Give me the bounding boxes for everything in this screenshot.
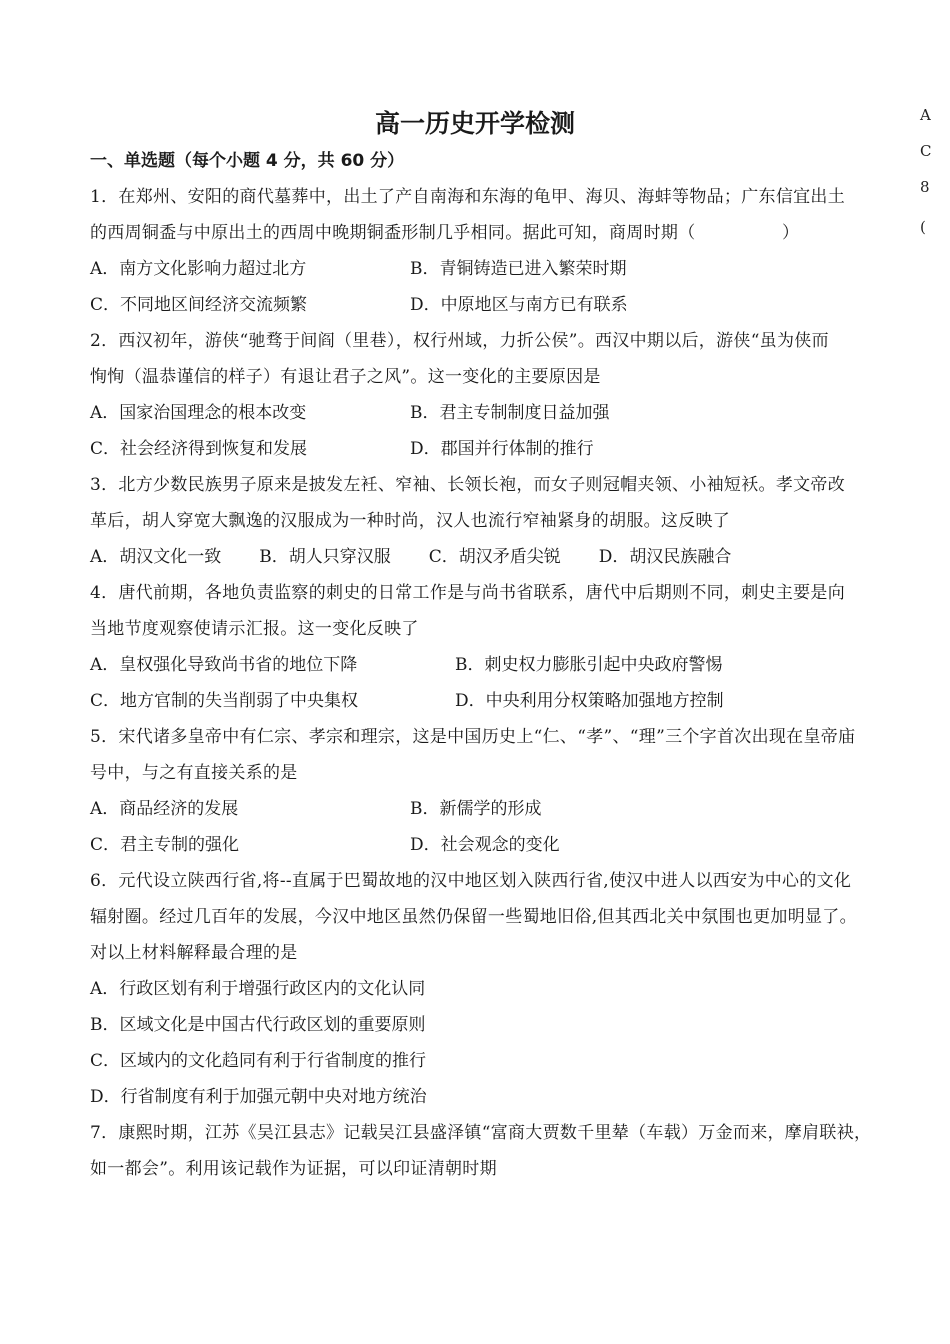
option-d[interactable]: D．社会观念的变化 — [410, 835, 560, 855]
option-a[interactable]: A．南方文化影响力超过北方 — [90, 259, 307, 279]
question-text: 6．元代设立陕西行省,将--直属于巴蜀故地的汉中地区划入陕西行省,使汉中进人以西安为中心的文化 — [90, 871, 852, 891]
option-c[interactable]: C．社会经济得到恢复和发展 — [90, 439, 308, 459]
option-b[interactable]: B．区域文化是中国古代行政区划的重要原则 — [90, 1015, 426, 1035]
option-a[interactable]: A．国家治国理念的根本改变 — [90, 403, 307, 423]
option-d[interactable]: D．行省制度有利于加强元朝中央对地方统治 — [90, 1087, 427, 1107]
option-b[interactable]: B．刺史权力膨胀引起中央政府警惕 — [455, 655, 723, 675]
option-b[interactable]: B．君主专制制度日益加强 — [410, 403, 610, 423]
option-a[interactable]: A．商品经济的发展 — [90, 799, 239, 819]
question-text: 对以上材料解释最合理的是 — [90, 943, 298, 963]
section-heading: 一、单选题（每个小题 4 分，共 60 分） — [90, 151, 405, 171]
option-a[interactable]: A．皇权强化导致尚书省的地位下降 — [90, 655, 358, 675]
option-b[interactable]: B．青铜铸造已进入繁荣时期 — [410, 259, 627, 279]
question-text: 2．西汉初年，游侠“驰骛于间阎（里巷），权行州域，力折公侯”。西汉中期以后，游侠“虽为侠而 — [90, 331, 829, 351]
option-a[interactable]: A．胡汉文化一致 — [90, 547, 222, 567]
option-c[interactable]: C．君主专制的强化 — [90, 835, 240, 855]
option-b[interactable]: B．新儒学的形成 — [410, 799, 542, 819]
question-text: 如一都会”。利用该记载作为证据，可以印证清朝时期 — [90, 1159, 497, 1179]
margin-mark: ( — [920, 218, 926, 236]
question-text: 5．宋代诸多皇帝中有仁宗、孝宗和理宗，这是中国历史上“仁、“孝”、“理”三个字首次出现在皇帝庙 — [90, 727, 856, 747]
question-text: 的西周铜盉与中原出土的西周中晚期铜盉形制几乎相同。据此可知，商周时期（ ） — [90, 223, 800, 243]
option-c[interactable]: C．不同地区间经济交流频繁 — [90, 295, 308, 315]
margin-mark: 8 — [920, 178, 930, 196]
question-6 — [90, 863, 910, 1115]
page-title: 高一历史开学检测 — [374, 109, 575, 138]
question-text: 7．康熙时期，江苏《吴江县志》记载吴江县盛泽镇“富商大贾数千里辇（车载）万金而来，摩肩联袂， — [90, 1123, 872, 1143]
question-text: 4．唐代前期，各地负责监察的刺史的日常工作是与尚书省联系，唐代中后期则不同，刺史主要是向 — [90, 583, 846, 603]
question-7 — [90, 1115, 910, 1187]
question-2 — [90, 323, 910, 467]
question-text: 1．在郑州、安阳的商代墓葬中，出土了产自南海和东海的龟甲、海贝、海蚌等物品；广东信宜出土 — [90, 187, 846, 207]
option-c[interactable]: C．地方官制的失当削弱了中央集权 — [90, 691, 359, 711]
margin-mark: C — [920, 142, 932, 160]
question-1 — [90, 179, 910, 323]
question-text: 3．北方少数民族男子原来是披发左衽、窄袖、长领长袍，而女子则冠帽夹领、小袖短袄。孝文帝改 — [90, 475, 846, 495]
option-c[interactable]: C．区域内的文化趋同有利于行省制度的推行 — [90, 1051, 427, 1071]
option-c[interactable]: C．胡汉矛盾尖锐 — [428, 547, 561, 567]
option-d[interactable]: D．胡汉民族融合 — [598, 547, 732, 567]
option-d[interactable]: D．中央利用分权策略加强地方控制 — [455, 691, 724, 711]
margin-marks — [920, 108, 940, 256]
question-list — [90, 143, 910, 1187]
margin-mark: A — [920, 106, 931, 124]
question-text: 号中，与之有直接关系的是 — [90, 763, 298, 783]
option-d[interactable]: D．中原地区与南方已有联系 — [410, 295, 628, 315]
question-5 — [90, 719, 910, 863]
question-text: 恂恂（温恭谨信的样子）有退让君子之风”。这一变化的主要原因是 — [90, 367, 601, 387]
question-4 — [90, 575, 910, 719]
option-d[interactable]: D．郡国并行体制的推行 — [410, 439, 594, 459]
question-3 — [90, 467, 910, 575]
option-b[interactable]: B．胡人只穿汉服 — [259, 547, 391, 567]
question-text: 革后，胡人穿宽大飘逸的汉服成为一种时尚，汉人也流行窄袖紧身的胡服。这反映了 — [90, 511, 731, 531]
question-text: 当地节度观察使请示汇报。这一变化反映了 — [90, 619, 419, 639]
option-a[interactable]: A．行政区划有利于增强行政区内的文化认同 — [90, 979, 426, 999]
question-text: 辐射圈。经过几百年的发展，今汉中地区虽然仍保留一些蜀地旧俗,但其西北关中氛围也更加明显了。 — [90, 907, 857, 927]
